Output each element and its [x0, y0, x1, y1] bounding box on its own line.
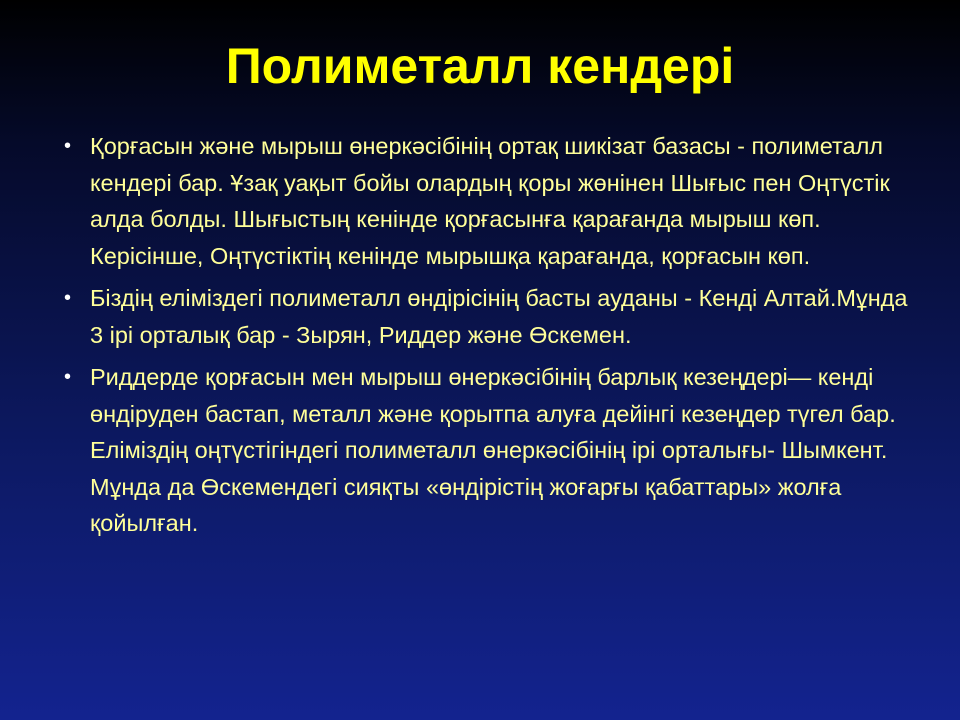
bullet-icon: • — [64, 287, 72, 309]
bullet-item-2 — [64, 280, 914, 353]
bullet-icon: • — [64, 135, 72, 157]
slide-title: Полиметалл кендері — [225, 38, 735, 94]
bullet-icon: • — [64, 366, 72, 388]
bullet-list — [64, 128, 914, 548]
bullet-text: Біздің еліміздегі полиметалл өндірісінің басты ауданы - Кенді Алтай.Мұнда 3 ірі орталық бар - Зырян, Риддер және Өскемен. — [90, 285, 908, 348]
bullet-item-3 — [64, 359, 914, 542]
bullet-text: Риддерде қорғасын мен мырыш өнеркәсібінің барлық кезеңдері— кенді өндіруден бастап, металл және қорытпа алуға дейінгі кезеңдер түгел бар. Еліміздің оңтүстігіндегі полиметалл өнеркәсібінің ірі орталығы- Шымкент. Мұнда да Өскемендегі сияқты «өндірістің жоғарғы қабаттары» жолға қойылған. — [90, 364, 896, 536]
bullet-text: Қорғасын және мырыш өнеркәсібінің ортақ шикізат базасы - полиметалл кендері бар. Ұзақ уақыт бойы олардың қоры жөнінен Шығыс пен Оңтүстік алда болды. Шығыстың кенінде қорғасынға қарағанда мырыш көп. Керісінше, Оңтүстіктің кенінде мырышқа қарағанда, қорғасын көп. — [90, 133, 890, 269]
bullet-item-1 — [64, 128, 914, 274]
